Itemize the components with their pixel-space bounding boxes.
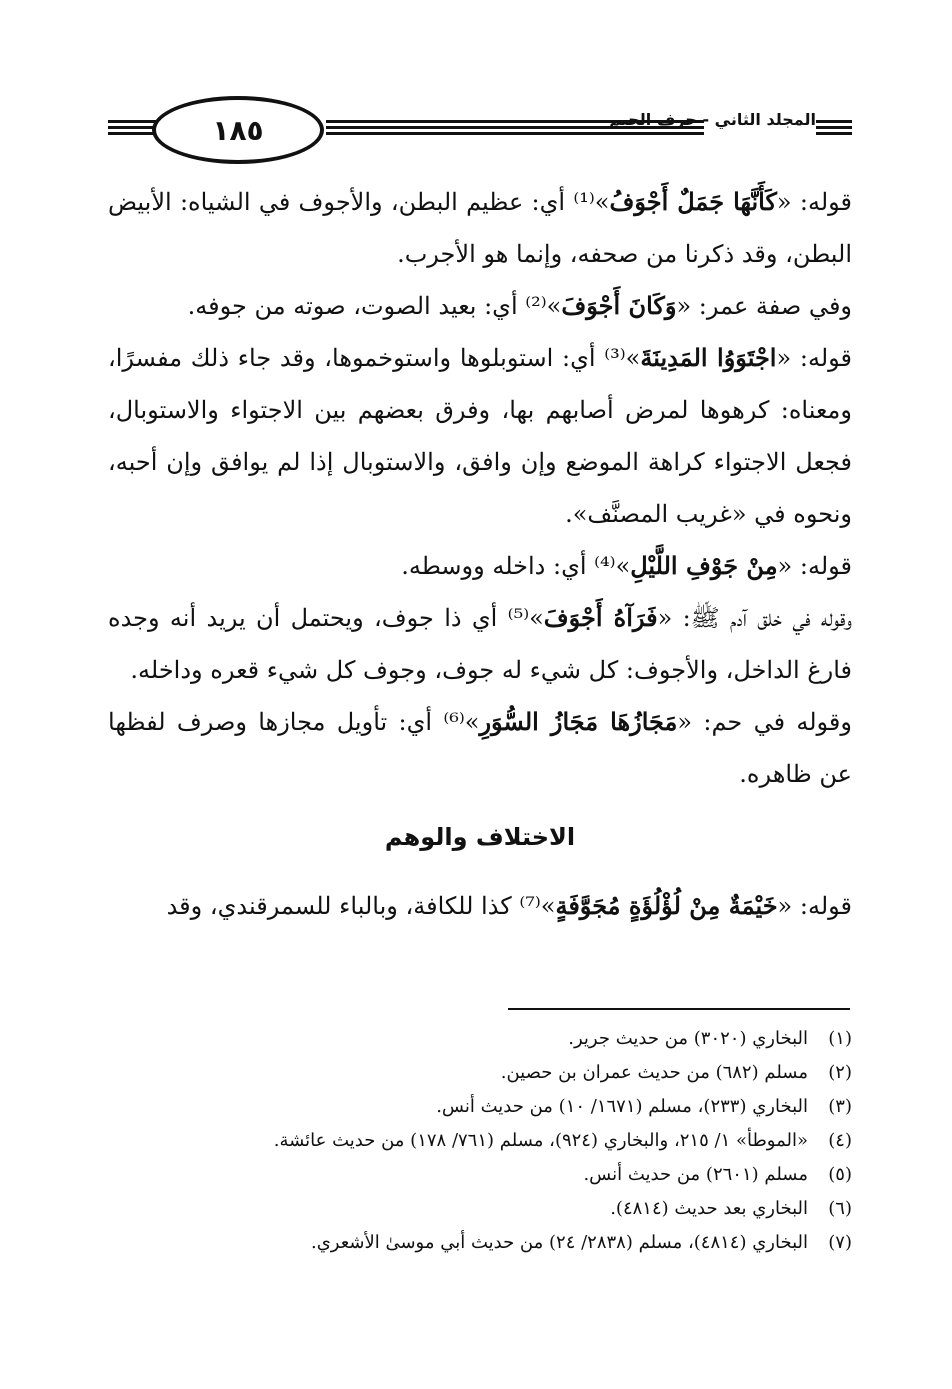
footnote bbox=[108, 1192, 852, 1226]
footnote-number: (٧) bbox=[828, 1232, 852, 1253]
quoted-phrase: وَكَانَ أَجْوَفَ bbox=[561, 291, 677, 320]
quoted-phrase: مَجَازُهَا مَجَازُ السُّوَرِ bbox=[479, 707, 678, 736]
text-span: »⁽⁵⁾ أي ذا جوف، ويحتمل أن يريد أنه وجده فارغ الداخل، والأجوف: كل شيء له جوف، وجوف كل شيء قعره وداخله. bbox=[108, 604, 852, 684]
text-span: وقوله في حم: « bbox=[677, 708, 852, 736]
section-heading: الاختلاف والوهم bbox=[384, 823, 576, 851]
paragraph bbox=[108, 592, 852, 696]
footnote-text: «الموطأ» ١/ ٢١٥، والبخاري (٩٢٤)، مسلم (٧٦١/ ١٧٨) من حديث عائشة. bbox=[273, 1130, 808, 1151]
footnote-number: (٦) bbox=[828, 1198, 852, 1219]
text-span: وفي صفة عمر: « bbox=[676, 292, 852, 320]
main-text bbox=[108, 176, 852, 932]
footnote-text: مسلم (٢٦٠١) من حديث أنس. bbox=[583, 1164, 808, 1185]
footnote-text: البخاري (٤٨١٤)، مسلم (٢٨٣٨/ ٢٤) من حديث أبي موسىٰ الأشعري. bbox=[310, 1232, 808, 1253]
header-rule bbox=[108, 120, 156, 123]
footnote-text: مسلم (٦٨٢) من حديث عمران بن حصين. bbox=[500, 1062, 808, 1083]
footnote bbox=[108, 1022, 852, 1056]
text-span: »⁽¹⁾ أي: عظيم البطن، والأجوف في الشياه: الأبيض البطن، وقد ذكرنا من صحفه، وإنما هو الأجرب. bbox=[108, 188, 852, 268]
footnote-number: (٣) bbox=[828, 1096, 852, 1117]
text-span: قوله: « bbox=[777, 892, 852, 920]
header-rule bbox=[108, 132, 156, 135]
paragraph bbox=[108, 280, 852, 332]
footnote-number: (٥) bbox=[828, 1164, 852, 1185]
text-span: »⁽⁷⁾ كذا للكافة، وبالباء للسمرقندي، وقد bbox=[166, 892, 556, 920]
footnote bbox=[108, 1158, 852, 1192]
header-rule bbox=[816, 132, 852, 135]
text-span: »⁽⁴⁾ أي: داخله ووسطه. bbox=[401, 552, 631, 580]
paragraph bbox=[108, 696, 852, 800]
text-span: »⁽⁶⁾ أي: تأويل مجازها وصرف لفظها عن ظاهره. bbox=[108, 708, 852, 788]
page-number: ١٨٥ bbox=[152, 96, 324, 164]
quoted-phrase: مِنْ جَوْفِ اللَّيْلِ bbox=[630, 551, 778, 580]
header-rule bbox=[326, 132, 704, 135]
footnote-text: البخاري (٣٠٢٠) من حديث جرير. bbox=[568, 1028, 808, 1049]
paragraph bbox=[108, 880, 852, 932]
header-rule bbox=[816, 120, 852, 123]
text-span: »⁽²⁾ أي: بعيد الصوت، صوته من جوفه. bbox=[187, 292, 562, 320]
footnote-text: البخاري بعد حديث (٤٨١٤). bbox=[610, 1198, 808, 1219]
footnote bbox=[108, 1124, 852, 1158]
text-span: قوله: « bbox=[776, 188, 853, 216]
quoted-phrase: كَأَنَّهَا جَمَلٌ أَجْوَفُ bbox=[609, 187, 777, 216]
footnote bbox=[108, 1090, 852, 1124]
quoted-phrase: فَرَآهُ أَجْوَفَ bbox=[543, 603, 658, 632]
paragraph bbox=[108, 540, 852, 592]
footnote-divider bbox=[508, 1008, 850, 1010]
text-span: قوله: « bbox=[777, 552, 852, 580]
running-title: المجلد الثاني - حرف الجيم bbox=[609, 110, 816, 129]
text-span: »⁽³⁾ أي: استوبلوها واستوخموها، وقد جاء ذلك مفسرًا، ومعناه: كرهوها لمرض أصابهم بها، وفرق بعضهم بين الاجتواء والاستوبال، فجعل الاجتواء كراهة الموضع وإن وافق، والاستوبال إذا لم يوافق وإن أحبه، ونحوه في «غريب المصنَّف». bbox=[108, 344, 852, 528]
header-rule bbox=[108, 126, 156, 129]
text-span: قوله: « bbox=[776, 344, 853, 372]
footnote-number: (٤) bbox=[828, 1130, 852, 1151]
footnote-number: (١) bbox=[828, 1028, 852, 1049]
header-rule bbox=[816, 126, 852, 129]
footnote-number: (٢) bbox=[828, 1062, 852, 1083]
quoted-phrase: خَيْمَةٌ مِنْ لُؤْلُؤَةٍ مُجَوَّفَةٍ bbox=[555, 891, 778, 920]
paragraph bbox=[108, 176, 852, 280]
footnotes bbox=[108, 1022, 852, 1260]
page-header bbox=[108, 96, 852, 166]
footnote bbox=[108, 1226, 852, 1260]
quoted-phrase: اجْتَوَوُا المَدِينَةَ bbox=[640, 343, 777, 372]
paragraph bbox=[108, 332, 852, 540]
footnote bbox=[108, 1056, 852, 1090]
text-span: وقوله في خلق آدم ﷺ: « bbox=[657, 604, 853, 632]
footnote-text: البخاري (٢٣٣)، مسلم (١٦٧١/ ١٠) من حديث أنس. bbox=[436, 1096, 808, 1117]
